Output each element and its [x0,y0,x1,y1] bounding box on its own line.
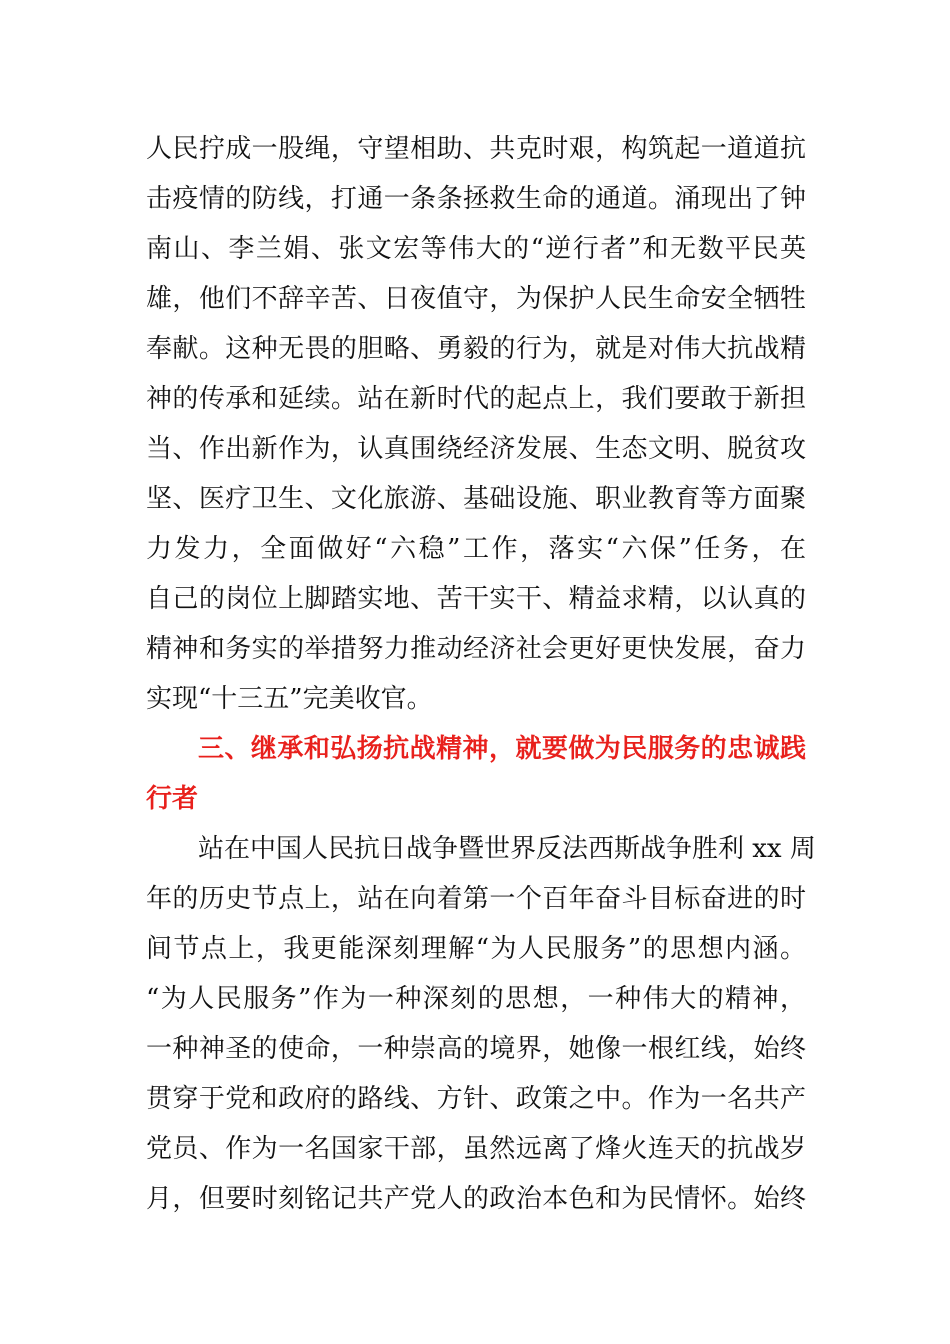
paragraph-line: 坚、医疗卫生、文化旅游、基础设施、职业教育等方面聚 [146,484,806,514]
paragraph-line: 年的历史节点上，站在向着第一个百年奋斗目标奋进的时 [146,884,806,914]
paragraph-line: 精神和务实的举措努力推动经济社会更好更快发展，奋力 [146,634,806,664]
paragraph-line: 间节点上，我更能深刻理解“为人民服务”的思想内涵。 [146,934,806,964]
document-body [146,124,816,1224]
paragraph-line: 月，但要时刻铭记共产党人的政治本色和为民情怀。始终 [146,1184,806,1214]
paragraph-line: 一种神圣的使命，一种崇高的境界，她像一根红线，始终 [146,1034,806,1064]
paragraph-continuation [146,124,806,724]
paragraph-line: 神的传承和延续。站在新时代的起点上，我们要敢于新担 [146,384,806,414]
paragraph-line: 自己的岗位上脚踏实地、苦干实干、精益求精，以认真的 [146,584,806,614]
section-heading [146,724,806,824]
paragraph-line: 南山、李兰娟、张文宏等伟大的“逆行者”和无数平民英 [146,234,806,264]
paragraph-section-three [146,824,816,1224]
paragraph-line: 奉献。这种无畏的胆略、勇毅的行为，就是对伟大抗战精 [146,334,806,364]
paragraph-line: 党员、作为一名国家干部，虽然远离了烽火连天的抗战岁 [146,1134,806,1164]
paragraph-line: 贯穿于党和政府的路线、方针、政策之中。作为一名共产 [146,1084,806,1114]
paragraph-line: 雄，他们不辞辛苦、日夜值守，为保护人民生命安全牺牲 [146,284,806,314]
paragraph-line: “为人民服务”作为一种深刻的思想，一种伟大的精神， [146,984,806,1014]
paragraph-line: 当、作出新作为，认真围绕经济发展、生态文明、脱贫攻 [146,434,806,464]
heading-line: 行者 [146,784,199,814]
paragraph-line: 站在中国人民抗日战争暨世界反法西斯战争胜利 xx 周 [198,834,816,864]
paragraph-line: 人民拧成一股绳，守望相助、共克时艰，构筑起一道道抗 [146,134,806,164]
paragraph-line: 击疫情的防线，打通一条条拯救生命的通道。涌现出了钟 [146,184,806,214]
heading-line: 三、继承和弘扬抗战精神，就要做为民服务的忠诚践 [198,734,806,764]
paragraph-line: 实现“十三五”完美收官。 [146,684,433,714]
paragraph-line: 力发力，全面做好“六稳”工作，落实“六保”任务，在 [146,534,806,564]
